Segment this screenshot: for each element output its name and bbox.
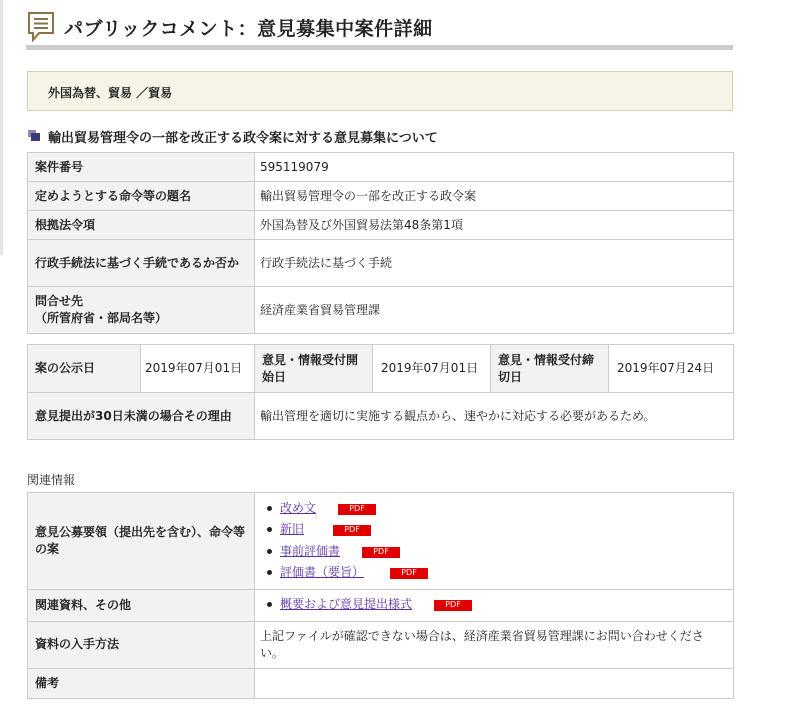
contact-value: 経済産業省貿易管理課 — [255, 287, 734, 334]
table-row — [28, 153, 734, 182]
section-title — [27, 126, 733, 146]
doc-link-comparison[interactable]: 新旧 — [280, 522, 305, 537]
order-title-value: 輸出貿易管理令の一部を改正する政令案 — [255, 182, 734, 211]
pdf-badge-icon: PDF — [362, 547, 400, 558]
pdf-badge-icon: PDF — [434, 600, 472, 611]
category-label: 外国為替、貿易 ／貿易 — [48, 86, 173, 100]
table-row — [28, 493, 734, 590]
legal-basis-label: 根拠法令項 — [28, 211, 255, 240]
bullet-dot-icon — [267, 506, 272, 511]
case-number-value: 595119079 — [255, 153, 734, 182]
list-item — [260, 594, 726, 615]
legal-basis-value: 外国為替及び外国貿易法第48条第1項 — [255, 211, 734, 240]
related-materials-files — [255, 589, 734, 621]
table-row — [28, 589, 734, 621]
table-row — [28, 182, 734, 211]
guidelines-files — [255, 493, 734, 590]
doc-link-amendment[interactable]: 改め文 — [280, 501, 317, 515]
related-materials-label: 関連資料、その他 — [28, 589, 255, 621]
procedure-type-label: 行政手続法に基づく手続であるか否か — [28, 240, 255, 287]
end-date-label: 意見・情報受付締切日 — [491, 345, 609, 393]
remarks-label: 備考 — [28, 668, 255, 698]
contact-label: 問合せ先 （所管府省・部局名等） — [28, 287, 255, 334]
related-table — [27, 492, 734, 699]
case-number-label: 案件番号 — [28, 153, 255, 182]
guidelines-label: 意見公募要領（提出先を含む）、命令等の案 — [28, 493, 255, 590]
document-list — [260, 594, 726, 615]
pdf-badge-icon: PDF — [338, 504, 376, 515]
short-period-reason-value: 輸出管理を適切に実施する観点から、速やかに対応する必要があるため。 — [255, 393, 734, 440]
table-row — [28, 287, 734, 334]
remarks-value — [255, 668, 734, 698]
table-row — [28, 393, 734, 440]
pdf-badge-icon: PDF — [390, 568, 428, 579]
dates-table — [27, 344, 734, 440]
list-item — [260, 541, 726, 562]
short-period-reason-label: 意見提出が30日未満の場合その理由 — [28, 393, 255, 440]
info-table — [27, 152, 734, 334]
obtain-method-value: 上記ファイルが確認できない場合は、経済産業省貿易管理課にお問い合わせください。 — [255, 621, 734, 668]
bullet-dot-icon — [267, 527, 272, 532]
table-row — [28, 621, 734, 668]
order-title-label: 定めようとする命令等の題名 — [28, 182, 255, 211]
doc-link-assessment-summary[interactable]: 評価書（要旨） — [280, 565, 365, 580]
procedure-type-value: 行政手続法に基づく手続 — [255, 240, 734, 287]
page-title: パブリックコメント：意見募集中案件詳細 — [64, 18, 433, 40]
left-edge-strip — [0, 0, 3, 255]
start-date-label: 意見・情報受付開始日 — [255, 345, 373, 393]
list-item — [260, 519, 726, 540]
page-header — [26, 10, 733, 50]
pdf-badge-icon: PDF — [333, 525, 371, 536]
announce-date-label: 案の公示日 — [28, 345, 141, 393]
bullet-dot-icon — [267, 570, 272, 575]
start-date-value: 2019年07月01日 — [373, 345, 491, 393]
document-list — [260, 498, 726, 584]
bullet-dot-icon — [267, 549, 272, 554]
list-item — [260, 498, 726, 519]
speech-document-icon — [28, 12, 54, 42]
related-info-heading: 関連情報 — [27, 473, 76, 487]
obtain-method-label: 資料の入手方法 — [28, 621, 255, 668]
table-row — [28, 668, 734, 698]
list-item — [260, 562, 726, 583]
table-row — [28, 240, 734, 287]
doc-link-overview-form[interactable]: 概要および意見提出様式 — [280, 597, 413, 612]
square-bullet-icon — [28, 130, 40, 141]
table-row — [28, 345, 734, 393]
doc-link-pre-assessment[interactable]: 事前評価書 — [280, 543, 341, 558]
bullet-dot-icon — [267, 602, 272, 607]
category-box — [27, 71, 733, 111]
announce-date-value: 2019年07月01日 — [141, 345, 255, 393]
table-row — [28, 211, 734, 240]
end-date-value: 2019年07月24日 — [609, 345, 734, 393]
section-title-text: 輸出貿易管理令の一部を改正する政令案に対する意見募集について — [48, 131, 438, 146]
